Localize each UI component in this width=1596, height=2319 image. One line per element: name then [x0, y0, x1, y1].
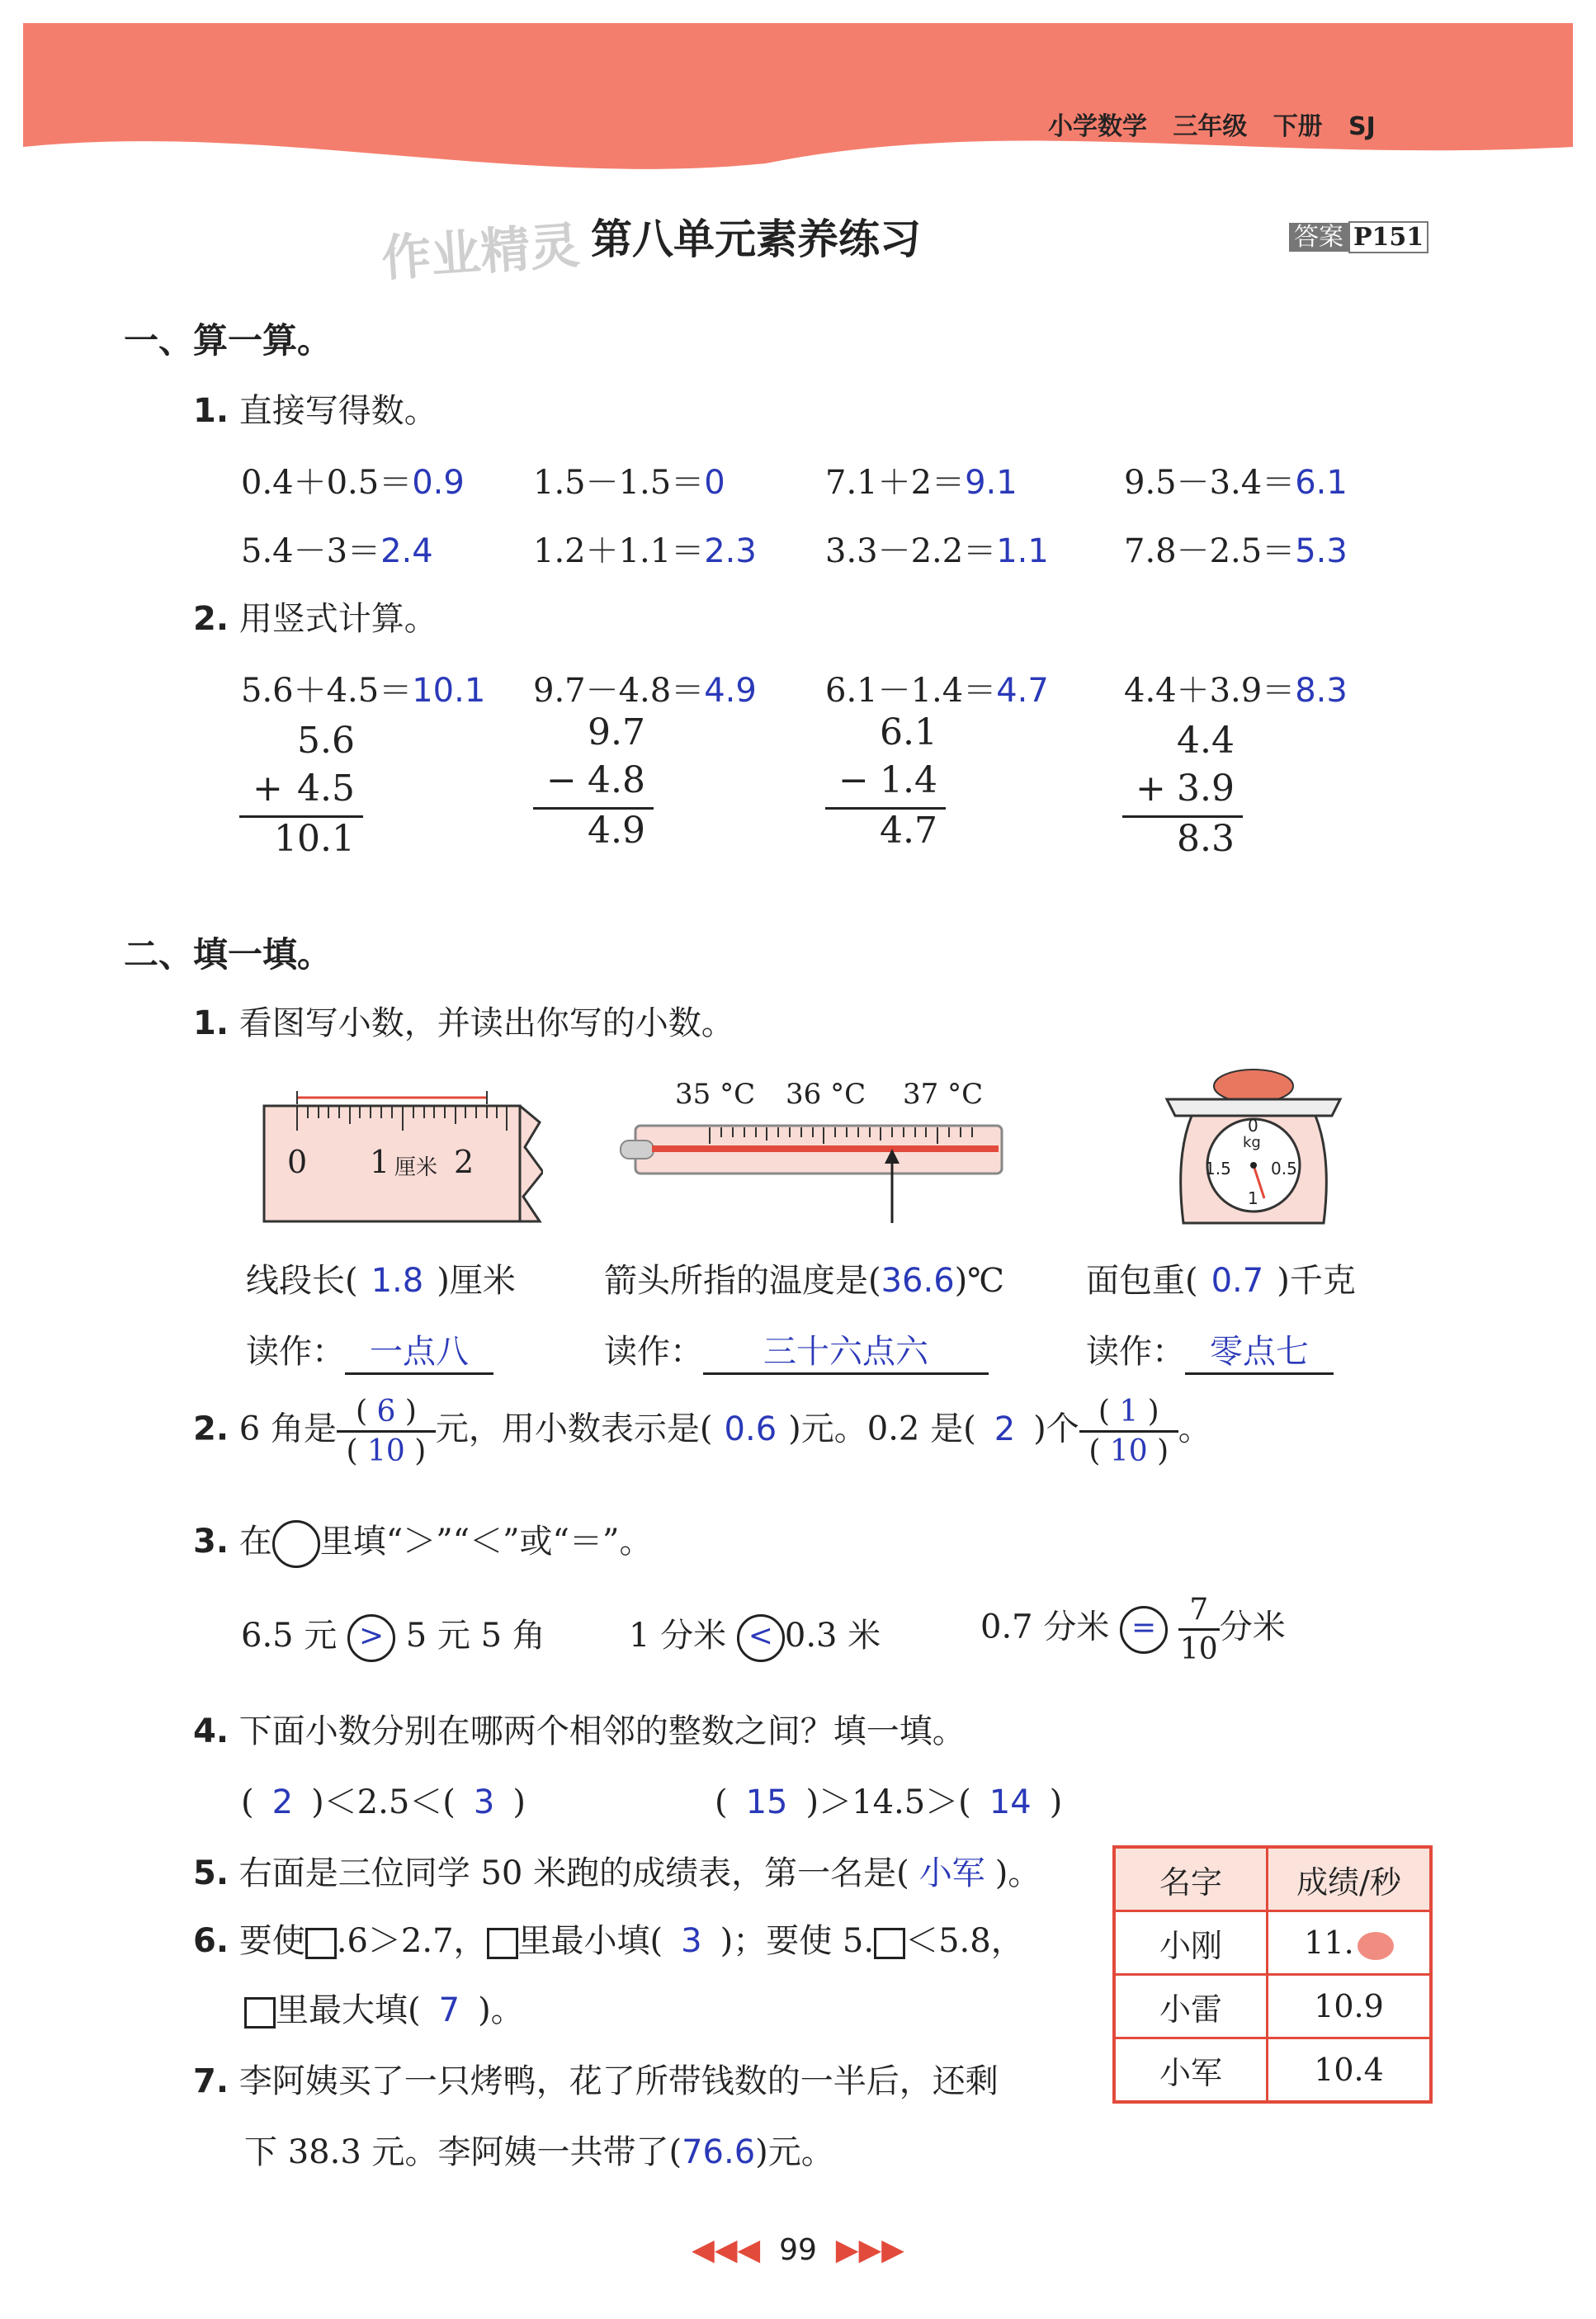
- table-row: 小刚 11.: [1114, 1911, 1431, 1975]
- thermometer-illustration: [619, 1112, 1007, 1228]
- ink-blot: [1358, 1932, 1394, 1960]
- vertical-calc: 6.1 − 1.4 4.7: [825, 711, 946, 852]
- table-row: 小雷 10.9: [1114, 1975, 1431, 2038]
- compare-3: 0.7 分米 = $\frac{7}{10}$ 分米: [980, 1593, 1286, 1666]
- s2-q6-line2: 里最大填( 7 )。: [244, 1984, 524, 2031]
- section-1-heading: 一、算一算。: [124, 320, 333, 361]
- calc-item: 0.4＋0.5＝0.9: [241, 464, 465, 502]
- s2-q5: 5. 右面是三位同学 50 米跑的成绩表，第一名是( 小军 )。: [193, 1854, 1041, 1892]
- calc-item: 7.8－2.5＝5.3: [1124, 532, 1348, 570]
- scale-1: 1: [1248, 1188, 1258, 1208]
- watermark: 作业精灵: [380, 216, 582, 289]
- compare-2: 1 分米 < 0.3 米: [629, 1609, 881, 1662]
- ruler-label-2: 2: [454, 1144, 475, 1180]
- s2-q3: 3. 在 里填“＞”“＜”或“＝”。: [193, 1515, 652, 1568]
- range-2: ( 15 )＞14.5＞( 14 ): [715, 1783, 1063, 1821]
- ruler-unit: 厘米: [394, 1155, 438, 1180]
- s2-q1: 1. 看图写小数，并读出你写的小数。: [193, 1004, 734, 1042]
- calc-item: 6.1－1.4＝4.7: [825, 672, 1049, 710]
- vertical-calc: 9.7 − 4.8 4.9: [533, 711, 654, 852]
- s2-q7-line2: 下 38.3 元。李阿姨一共带了(76.6)元。: [244, 2133, 834, 2171]
- calc-item: 4.4＋3.9＝8.3: [1124, 672, 1348, 710]
- calc-item: 9.5－3.4＝6.1: [1124, 464, 1348, 502]
- compare-1: 6.5 元 > 5 元 5 角: [241, 1609, 545, 1662]
- answer-ref: 答案 P151: [1289, 216, 1428, 253]
- table-header: 名字: [1114, 1847, 1268, 1911]
- calc-item: 5.6＋4.5＝10.1: [241, 672, 486, 710]
- page-title: 第八单元素养练习: [591, 215, 921, 263]
- compare-circle[interactable]: =: [1120, 1606, 1168, 1654]
- calc-item: 5.4－3＝2.4: [241, 532, 433, 570]
- s2-q6: 6. 要使 .6＞2.7， 里最小填( 3 )；要使 5. ＜5.8，: [193, 1922, 1024, 1960]
- ruler-label-0: 0: [287, 1144, 308, 1180]
- temp-read: 读作： 三十六点六: [604, 1325, 989, 1375]
- calc-item: 9.7－4.8＝4.9: [533, 672, 757, 710]
- s1-q2: 2. 用竖式计算。: [193, 600, 437, 638]
- vertical-calc: 4.4 + 3.9 8.3: [1122, 720, 1243, 860]
- calc-item: 1.2＋1.1＝2.3: [533, 532, 757, 570]
- scale-0-5: 0.5: [1271, 1159, 1297, 1178]
- page-number: 99: [779, 2233, 817, 2267]
- scale-unit: kg: [1243, 1134, 1261, 1151]
- s1-q1: 1. 直接写得数。: [193, 392, 437, 430]
- calc-item: 7.1＋2＝9.1: [825, 464, 1018, 502]
- temperature: 箭头所指的温度是(36.6)℃: [604, 1262, 1005, 1300]
- thermo-label-37: 37 °C: [903, 1078, 984, 1111]
- compare-circle[interactable]: >: [347, 1614, 395, 1662]
- calc-item: 3.3－2.2＝1.1: [825, 532, 1049, 570]
- s2-q7: 7. 李阿姨买了一只烤鸭，花了所带钱数的一半后，还剩: [193, 2062, 999, 2100]
- s2-q2: 2. 6 角是 $\frac{( 6 )}{( 10 )}$ 元，用小数表示是( 0.6 )元。0.2 是( 2 )个 $\frac{( 1 )}{( 10 )}$ 。: [193, 1395, 1211, 1468]
- thermo-label-36: 36 °C: [786, 1078, 866, 1111]
- section-2-heading: 二、填一填。: [124, 934, 333, 975]
- bread-read: 读作： 零点七: [1086, 1325, 1334, 1375]
- s2-q4: 4. 下面小数分别在哪两个相邻的整数之间？填一填。: [193, 1712, 966, 1750]
- score-table: [1112, 1845, 1433, 2104]
- calc-item: 1.5－1.5＝0: [533, 464, 725, 502]
- line-read: 读作： 一点八: [246, 1325, 493, 1375]
- header-banner: [23, 23, 1573, 172]
- scale-zero: 0: [1248, 1116, 1258, 1136]
- line-length: 线段长( 1.8 )厘米: [246, 1262, 516, 1300]
- thermo-label-35: 35 °C: [675, 1078, 756, 1111]
- header-info: 小学数学 三年级 下册 SJ: [1048, 112, 1376, 141]
- range-1: ( 2 )＜2.5＜( 3 ): [241, 1783, 526, 1821]
- compare-circle[interactable]: <: [737, 1614, 785, 1662]
- table-row: 小军 10.4: [1114, 2038, 1431, 2103]
- vertical-calc: 5.6 + 4.5 10.1: [239, 720, 363, 860]
- page-footer: ◀◀◀ 99 ▶▶▶: [692, 2233, 904, 2267]
- scale-1-5: 1.5: [1205, 1159, 1231, 1178]
- ruler-label-1: 1: [370, 1144, 390, 1180]
- bread-weight: 面包重( 0.7 )千克: [1086, 1262, 1356, 1300]
- table-header: 成绩/秒: [1268, 1847, 1432, 1911]
